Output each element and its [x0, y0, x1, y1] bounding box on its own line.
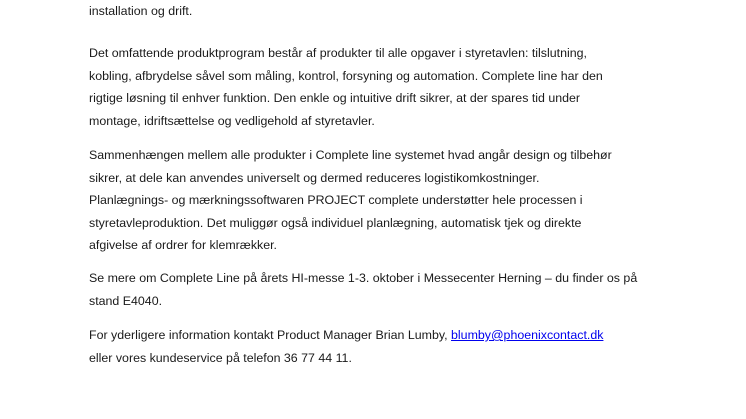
text-line: Se mere om Complete Line på årets HI-messe 1-3. oktober i Messecenter Herning – du finder os på [89, 271, 638, 285]
text-line: installation og drift. [89, 4, 193, 18]
text-line: Planlægnings- og mærkningssoftwaren PROJECT complete understøtter hele processen i [89, 193, 583, 207]
text-line: montage, idriftsættelse og vedligehold af styretavler. [89, 113, 375, 128]
paragraph-contact [89, 324, 689, 369]
text-line: stand E4040. [89, 293, 163, 308]
paragraph-product-program [89, 42, 689, 132]
text-line: styretavleproduktion. Det muliggør også individuel planlægning, automatisk tjek og direkte [89, 215, 582, 230]
intro-tail [89, 0, 689, 23]
text-line: Sammenhængen mellem alle produkter i Complete line systemet hvad angår design og tilbehør [89, 148, 612, 162]
paragraph-system-coherence [89, 144, 689, 257]
contact-line [89, 324, 689, 347]
text-line: eller vores kundeservice på telefon 36 77 44 11. [89, 350, 352, 365]
text-line: rigtige løsning til enhver funktion. Den enkle og intuitive drift sikrer, at der spares tid under [89, 91, 581, 105]
text-line: Det omfattende produktprogram består af produkter til alle opgaver i styretavlen: tilslutning, [89, 46, 587, 60]
text-line: afgivelse af ordrer for klemrækker. [89, 238, 277, 252]
paragraph-fair-info [89, 267, 689, 312]
text-line: kobling, afbrydelse såvel som måling, kontrol, forsyning og automation. Complete line har den [89, 68, 603, 83]
email-link[interactable]: blumby@phoenixcontact.dk [451, 328, 604, 342]
text-line: sikrer, at dele kan anvendes universelt og dermed reduceres logistikomkostninger. [89, 170, 540, 185]
contact-text: For yderligere information kontakt Product Manager Brian Lumby, [89, 328, 452, 342]
